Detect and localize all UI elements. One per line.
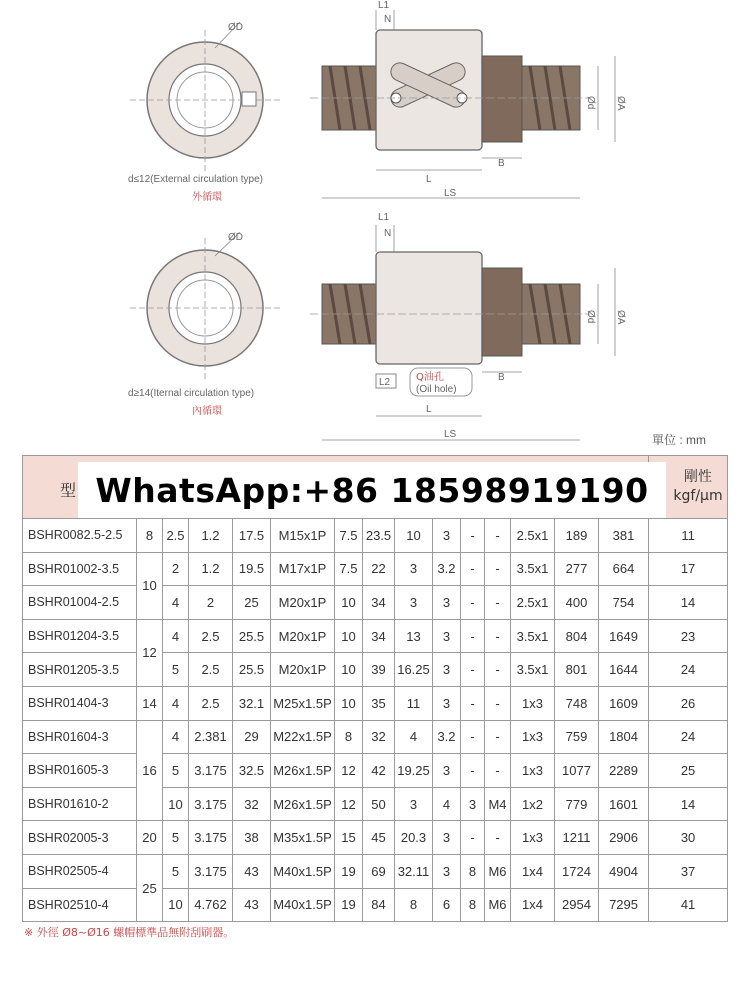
bottom-caption-cn: 內循環: [192, 406, 222, 417]
model-cell: BSHR0082.5-2.5: [23, 519, 137, 553]
value-cell: 1.2: [189, 552, 233, 586]
value-cell: M40x1.5P: [271, 854, 335, 888]
value-cell: 3: [433, 854, 461, 888]
value-cell: 6: [433, 888, 461, 922]
value-cell: 10: [335, 619, 363, 653]
value-cell: 4: [433, 787, 461, 821]
value-cell: 3.175: [189, 854, 233, 888]
value-cell: 42: [363, 754, 395, 788]
value-cell: 779: [555, 787, 599, 821]
value-cell: 12: [335, 754, 363, 788]
value-cell: 25.5: [233, 653, 271, 687]
value-cell: 50: [363, 787, 395, 821]
value-cell: 3: [433, 619, 461, 653]
value-cell: 30: [649, 821, 728, 855]
header-stiffness-line1: 剛性: [684, 469, 712, 485]
value-cell: 189: [555, 519, 599, 553]
value-cell: 3: [433, 754, 461, 788]
value-cell: 1x3: [511, 686, 555, 720]
value-cell: 3: [461, 787, 485, 821]
value-cell: -: [485, 653, 511, 687]
header-stiffness-line2: kgf/μm: [673, 488, 723, 504]
value-cell: -: [485, 552, 511, 586]
dim-D-top: ØD: [228, 22, 243, 33]
value-cell: 11: [649, 519, 728, 553]
value-cell: 2.5: [189, 653, 233, 687]
value-cell: 2.5x1: [511, 586, 555, 620]
value-cell: 10: [335, 653, 363, 687]
value-cell: 3: [395, 787, 433, 821]
dim-L-bottom: L: [426, 404, 432, 415]
value-cell: -: [485, 754, 511, 788]
value-cell: -: [461, 552, 485, 586]
value-cell: 8: [335, 720, 363, 754]
value-cell: M26x1.5P: [271, 754, 335, 788]
value-cell: 7295: [599, 888, 649, 922]
value-cell: 3: [395, 552, 433, 586]
value-cell: 4: [163, 686, 189, 720]
value-cell: 8: [137, 519, 163, 553]
top-caption-en: d≤12(External circulation type): [128, 174, 263, 185]
oil-hole-en: (Oil hole): [416, 384, 457, 395]
value-cell: 2289: [599, 754, 649, 788]
value-cell: 2954: [555, 888, 599, 922]
dim-L2-bottom: L2: [379, 377, 391, 388]
value-cell: 25: [649, 754, 728, 788]
value-cell: M22x1.5P: [271, 720, 335, 754]
table-row: [23, 754, 728, 788]
value-cell: -: [461, 720, 485, 754]
value-cell: 2.5: [189, 619, 233, 653]
model-cell: BSHR01004-2.5: [23, 586, 137, 620]
value-cell: 23: [649, 619, 728, 653]
dim-A-bottom: ØA: [615, 310, 626, 325]
value-cell: -: [461, 754, 485, 788]
value-cell: 32.11: [395, 854, 433, 888]
dim-A-top: ØA: [615, 96, 626, 111]
value-cell: 12: [335, 787, 363, 821]
model-cell: BSHR01604-3: [23, 720, 137, 754]
table-row: [23, 653, 728, 687]
value-cell: 4: [163, 619, 189, 653]
bottom-side-view: [310, 225, 615, 440]
value-cell: 2.5: [163, 519, 189, 553]
value-cell: 1601: [599, 787, 649, 821]
value-cell: -: [485, 720, 511, 754]
value-cell: 3.5x1: [511, 552, 555, 586]
model-cell: BSHR02510-4: [23, 888, 137, 922]
value-cell: 2: [189, 586, 233, 620]
value-cell: 2.5x1: [511, 519, 555, 553]
header-stiffness-label: [672, 468, 724, 506]
value-cell: 24: [649, 720, 728, 754]
value-cell: -: [461, 653, 485, 687]
value-cell: 43: [233, 888, 271, 922]
value-cell: 1x4: [511, 888, 555, 922]
value-cell: 2.5: [189, 686, 233, 720]
model-cell: BSHR01002-3.5: [23, 552, 137, 586]
value-cell: 664: [599, 552, 649, 586]
table-row: [23, 686, 728, 720]
value-cell: 1x2: [511, 787, 555, 821]
value-cell: 1x3: [511, 720, 555, 754]
value-cell: 2: [163, 552, 189, 586]
value-cell: 4904: [599, 854, 649, 888]
value-cell: 19: [335, 888, 363, 922]
value-cell: 804: [555, 619, 599, 653]
value-cell: 1804: [599, 720, 649, 754]
value-cell: -: [485, 821, 511, 855]
value-cell: -: [461, 686, 485, 720]
value-cell: 14: [137, 686, 163, 720]
value-cell: 24: [649, 653, 728, 687]
value-cell: 2.381: [189, 720, 233, 754]
value-cell: 39: [363, 653, 395, 687]
value-cell: 16.25: [395, 653, 433, 687]
value-cell: 3: [433, 821, 461, 855]
value-cell: 1x3: [511, 821, 555, 855]
value-cell: 754: [599, 586, 649, 620]
value-cell: 10: [137, 552, 163, 619]
value-cell: M25x1.5P: [271, 686, 335, 720]
value-cell: 20: [137, 821, 163, 855]
model-cell: BSHR01404-3: [23, 686, 137, 720]
value-cell: 5: [163, 653, 189, 687]
value-cell: 10: [163, 888, 189, 922]
spec-table-wrapper: [22, 455, 727, 922]
value-cell: M20x1P: [271, 653, 335, 687]
value-cell: 2906: [599, 821, 649, 855]
dim-D-bottom: ØD: [228, 232, 243, 243]
value-cell: 17.5: [233, 519, 271, 553]
value-cell: 3: [433, 686, 461, 720]
value-cell: 15: [335, 821, 363, 855]
top-side-view: [310, 10, 615, 198]
value-cell: 35: [363, 686, 395, 720]
value-cell: 32: [233, 787, 271, 821]
value-cell: 45: [363, 821, 395, 855]
top-caption-cn: 外循環: [192, 192, 222, 203]
value-cell: M35x1.5P: [271, 821, 335, 855]
bottom-end-view: [130, 232, 280, 380]
value-cell: 11: [395, 686, 433, 720]
value-cell: 8: [395, 888, 433, 922]
dim-L1-top: L1: [378, 0, 390, 11]
dim-L-top: L: [426, 174, 432, 185]
value-cell: 12: [137, 619, 163, 686]
value-cell: 32: [363, 720, 395, 754]
value-cell: 34: [363, 586, 395, 620]
footnote: ※ 外徑 Ø8~Ø16 螺帽標準品無附刮刷器。: [24, 926, 235, 939]
value-cell: 5: [163, 854, 189, 888]
dim-N-top: N: [384, 14, 392, 25]
value-cell: 7.5: [335, 519, 363, 553]
value-cell: M17x1P: [271, 552, 335, 586]
header-model-label: 型: [60, 481, 77, 500]
value-cell: 8: [461, 854, 485, 888]
value-cell: 1.2: [189, 519, 233, 553]
value-cell: 69: [363, 854, 395, 888]
value-cell: M6: [485, 854, 511, 888]
value-cell: 32.5: [233, 754, 271, 788]
value-cell: M40x1.5P: [271, 888, 335, 922]
value-cell: 25: [233, 586, 271, 620]
value-cell: 759: [555, 720, 599, 754]
value-cell: 25.5: [233, 619, 271, 653]
value-cell: 32.1: [233, 686, 271, 720]
value-cell: -: [485, 586, 511, 620]
dim-B-bottom: B: [498, 372, 505, 383]
spec-table: [22, 455, 728, 922]
value-cell: -: [461, 586, 485, 620]
value-cell: 3: [433, 519, 461, 553]
value-cell: 3.175: [189, 787, 233, 821]
table-row: [23, 720, 728, 754]
value-cell: 14: [649, 787, 728, 821]
top-end-view: [130, 22, 280, 172]
value-cell: 3: [395, 586, 433, 620]
dim-LS-top: LS: [444, 188, 457, 199]
value-cell: -: [485, 619, 511, 653]
model-cell: BSHR02505-4: [23, 854, 137, 888]
dim-B-top: B: [498, 158, 505, 169]
value-cell: -: [461, 519, 485, 553]
value-cell: 26: [649, 686, 728, 720]
value-cell: 3: [433, 586, 461, 620]
value-cell: 34: [363, 619, 395, 653]
value-cell: 3.2: [433, 720, 461, 754]
value-cell: M15x1P: [271, 519, 335, 553]
technical-drawing: [0, 0, 750, 450]
value-cell: 4: [163, 586, 189, 620]
table-row: [23, 552, 728, 586]
value-cell: 5: [163, 821, 189, 855]
bottom-caption-en: d≥14(Iternal circulation type): [128, 388, 255, 399]
table-body: [23, 519, 728, 922]
value-cell: 37: [649, 854, 728, 888]
value-cell: 41: [649, 888, 728, 922]
table-row: [23, 787, 728, 821]
whatsapp-watermark: WhatsApp:+86 18598919190: [78, 462, 666, 518]
value-cell: -: [461, 821, 485, 855]
value-cell: 20.3: [395, 821, 433, 855]
value-cell: 84: [363, 888, 395, 922]
value-cell: M4: [485, 787, 511, 821]
value-cell: 748: [555, 686, 599, 720]
value-cell: 22: [363, 552, 395, 586]
table-row: [23, 854, 728, 888]
value-cell: 3.5x1: [511, 653, 555, 687]
value-cell: -: [461, 619, 485, 653]
dim-N-bottom: N: [384, 228, 392, 239]
value-cell: 1609: [599, 686, 649, 720]
value-cell: 1211: [555, 821, 599, 855]
value-cell: 10: [163, 787, 189, 821]
value-cell: 4: [163, 720, 189, 754]
value-cell: 43: [233, 854, 271, 888]
table-row: [23, 888, 728, 922]
table-row: [23, 821, 728, 855]
model-cell: BSHR01204-3.5: [23, 619, 137, 653]
value-cell: 1644: [599, 653, 649, 687]
value-cell: 10: [335, 686, 363, 720]
value-cell: 1x3: [511, 754, 555, 788]
value-cell: 1077: [555, 754, 599, 788]
value-cell: 10: [335, 586, 363, 620]
value-cell: 14: [649, 586, 728, 620]
value-cell: 17: [649, 552, 728, 586]
value-cell: 381: [599, 519, 649, 553]
model-cell: BSHR01205-3.5: [23, 653, 137, 687]
value-cell: 5: [163, 754, 189, 788]
value-cell: 7.5: [335, 552, 363, 586]
value-cell: M6: [485, 888, 511, 922]
value-cell: 25: [137, 854, 163, 921]
value-cell: M20x1P: [271, 619, 335, 653]
value-cell: 8: [461, 888, 485, 922]
oil-hole-cn: Q油孔: [416, 372, 444, 383]
model-cell: BSHR01605-3: [23, 754, 137, 788]
value-cell: 801: [555, 653, 599, 687]
value-cell: 16: [137, 720, 163, 821]
model-cell: BSHR01610-2: [23, 787, 137, 821]
value-cell: 4: [395, 720, 433, 754]
dim-d-bottom: Ød: [585, 310, 596, 324]
dim-L1-bottom: L1: [378, 212, 390, 223]
value-cell: 13: [395, 619, 433, 653]
value-cell: 23.5: [363, 519, 395, 553]
value-cell: 3.175: [189, 754, 233, 788]
value-cell: -: [485, 519, 511, 553]
dim-d-top: Ød: [585, 96, 596, 110]
value-cell: 38: [233, 821, 271, 855]
value-cell: M26x1.5P: [271, 787, 335, 821]
value-cell: 400: [555, 586, 599, 620]
dim-LS-bottom: LS: [444, 429, 457, 440]
value-cell: 10: [395, 519, 433, 553]
value-cell: 19.5: [233, 552, 271, 586]
model-cell: BSHR02005-3: [23, 821, 137, 855]
table-row: [23, 519, 728, 553]
value-cell: 277: [555, 552, 599, 586]
value-cell: 3: [433, 653, 461, 687]
table-row: [23, 619, 728, 653]
value-cell: 3.5x1: [511, 619, 555, 653]
unit-label: 單位 : mm: [652, 433, 706, 447]
table-row: [23, 586, 728, 620]
value-cell: 4.762: [189, 888, 233, 922]
value-cell: 1649: [599, 619, 649, 653]
value-cell: M20x1P: [271, 586, 335, 620]
value-cell: 19.25: [395, 754, 433, 788]
value-cell: 29: [233, 720, 271, 754]
value-cell: 19: [335, 854, 363, 888]
value-cell: 1724: [555, 854, 599, 888]
value-cell: -: [485, 686, 511, 720]
value-cell: 1x4: [511, 854, 555, 888]
value-cell: 3.2: [433, 552, 461, 586]
value-cell: 3.175: [189, 821, 233, 855]
